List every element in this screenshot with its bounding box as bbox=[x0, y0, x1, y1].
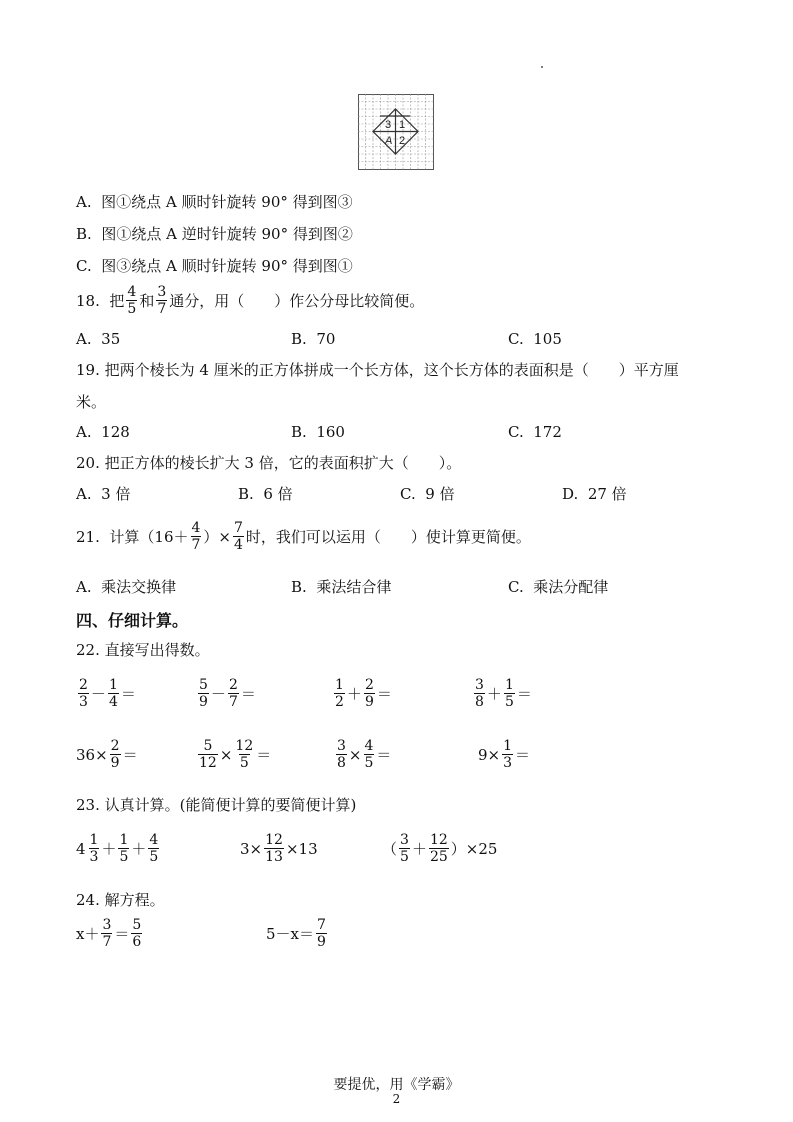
q24-title: 24. 解方程。 bbox=[76, 891, 165, 909]
q23-item-2[interactable]: 3× $\frac{12}{13}$ ×13 bbox=[240, 832, 318, 865]
q20-stem: 20. 把正方体的棱长扩大 3 倍，它的表面积扩大（ ）。 bbox=[76, 454, 462, 472]
stem-text: 和 bbox=[139, 292, 155, 310]
stem-text: 时，我们可以运用（ ）使计算更简便。 bbox=[245, 528, 531, 546]
stem-text: 计算（16＋ bbox=[109, 528, 189, 546]
q22-item-1[interactable]: $\frac{2}{3}$ － $\frac{1}{4}$ ＝ bbox=[79, 677, 136, 710]
q22-title: 22. 直接写出得数。 bbox=[76, 641, 210, 659]
fraction: $\frac{4}{7}$ bbox=[191, 520, 201, 553]
option-letter: A. bbox=[76, 193, 92, 211]
q17-option-c[interactable] bbox=[76, 256, 353, 276]
q19-stem-line1: 19. 把两个棱长为 4 厘米的正方体拼成一个长方体，这个长方体的表面积是（ ）平方厘 bbox=[76, 361, 679, 379]
footer-slogan: 要提优，用《学霸》 bbox=[333, 1077, 460, 1093]
q20-option-d[interactable]: D. 27 倍 bbox=[562, 485, 627, 503]
q23-item-3[interactable]: （ $\frac{3}{5}$ ＋ $\frac{12}{25}$ ）×25 bbox=[382, 832, 498, 865]
q22-item-5[interactable]: 36× $\frac{2}{9}$ ＝ bbox=[76, 738, 138, 771]
q23-title: 23. 认真计算。(能简便计算的要简便计算) bbox=[76, 796, 357, 814]
q21-stem bbox=[76, 520, 531, 553]
q19-stem-line2: 米。 bbox=[76, 393, 107, 411]
figure-label-3: 3 bbox=[385, 119, 392, 131]
q19-option-b[interactable]: B. 160 bbox=[291, 423, 345, 441]
q18-option-c[interactable]: C. 105 bbox=[508, 330, 562, 348]
q22-item-8[interactable]: 9× $\frac{1}{3}$ ＝ bbox=[478, 738, 531, 771]
fraction: $\frac{3}{7}$ bbox=[157, 284, 167, 317]
q19-option-a[interactable]: A. 128 bbox=[76, 423, 130, 441]
q23-item-1[interactable]: 4 $\frac{1}{3}$ ＋ $\frac{1}{5}$ ＋ $\frac{4}{5}$ bbox=[76, 832, 159, 865]
page-number: 2 bbox=[392, 1092, 401, 1106]
q18-option-a[interactable]: A. 35 bbox=[76, 330, 121, 348]
q22-item-3[interactable]: $\frac{1}{2}$ ＋ $\frac{2}{9}$ ＝ bbox=[335, 677, 392, 710]
q20-option-a[interactable]: A. 3 倍 bbox=[76, 485, 131, 503]
fraction: $\frac{7}{4}$ bbox=[234, 520, 243, 553]
figure-label-1: 1 bbox=[399, 119, 406, 131]
stem-text: 通分，用（ ）作公分母比较简便。 bbox=[169, 292, 425, 310]
option-text: 图③绕点 A 顺时针旋转 90° 得到图① bbox=[101, 257, 353, 275]
figure-label-a: A bbox=[385, 135, 393, 147]
option-text: 图①绕点 A 顺时针旋转 90° 得到图③ bbox=[101, 193, 353, 211]
stem-text: ）× bbox=[203, 528, 231, 546]
option-letter: B. bbox=[76, 225, 92, 243]
stray-dot bbox=[541, 66, 543, 68]
q21-option-a[interactable]: A. 乘法交换律 bbox=[76, 578, 177, 596]
q20-option-b[interactable]: B. 6 倍 bbox=[238, 485, 293, 503]
section-heading: 四、仔细计算。 bbox=[76, 611, 189, 630]
fraction: $\frac{4}{5}$ bbox=[127, 284, 137, 317]
q24-equation-1[interactable]: x＋ $\frac{3}{7}$ ＝ $\frac{5}{6}$ bbox=[76, 917, 142, 950]
question-number: 18. bbox=[76, 291, 100, 310]
q18-stem bbox=[76, 284, 424, 317]
q18-option-b[interactable]: B. 70 bbox=[291, 330, 336, 348]
q22-item-7[interactable]: $\frac{3}{8}$ × $\frac{4}{5}$ ＝ bbox=[337, 738, 392, 771]
stem-text: 把 bbox=[109, 292, 125, 310]
q19-option-c[interactable]: C. 172 bbox=[508, 423, 562, 441]
rotation-figure bbox=[358, 94, 434, 170]
question-number: 21. bbox=[76, 527, 100, 546]
q21-option-c[interactable]: C. 乘法分配律 bbox=[508, 578, 609, 596]
option-text: 图①绕点 A 逆时针旋转 90° 得到图② bbox=[101, 225, 353, 243]
q20-option-c[interactable]: C. 9 倍 bbox=[400, 485, 455, 503]
option-letter: C. bbox=[76, 257, 92, 275]
q21-option-b[interactable]: B. 乘法结合律 bbox=[291, 578, 392, 596]
q22-item-4[interactable]: $\frac{3}{8}$ ＋ $\frac{1}{5}$ ＝ bbox=[475, 677, 532, 710]
q22-item-2[interactable]: $\frac{5}{9}$ － $\frac{2}{7}$ ＝ bbox=[199, 677, 256, 710]
q22-item-6[interactable]: $\frac{5}{12}$ × $\frac{12}{5}$ ＝ bbox=[199, 738, 272, 771]
q17-option-a[interactable] bbox=[76, 192, 353, 212]
figure-label-2: 2 bbox=[399, 135, 406, 147]
q17-option-b[interactable] bbox=[76, 224, 353, 244]
q24-equation-2[interactable]: 5－x＝ $\frac{7}{9}$ bbox=[266, 917, 326, 950]
